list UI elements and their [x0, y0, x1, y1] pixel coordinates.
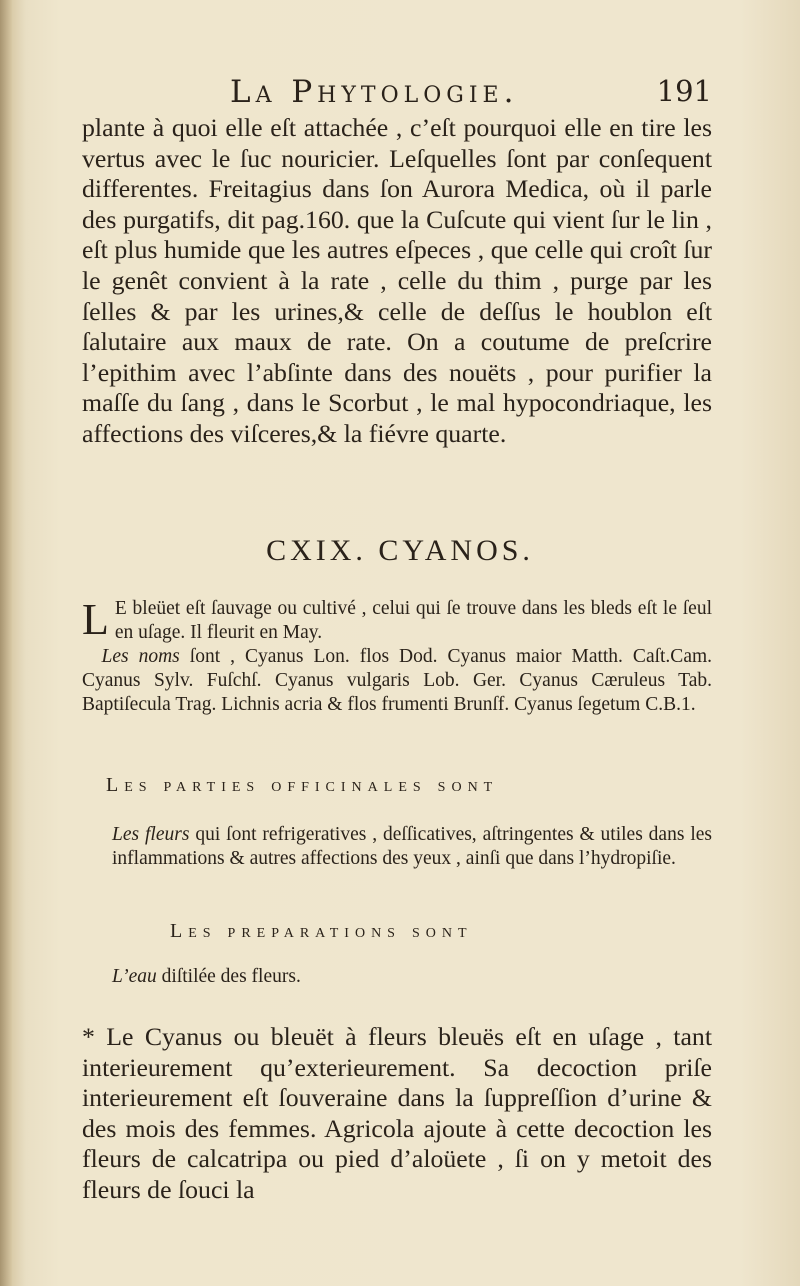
description-text: E bleüet eſt ſauvage ou cultivé , celui qui ſe trouve dans les bleds eſt le ſeul en uſage. Il fleurit en May.: [114, 598, 712, 643]
paragraph-cuscute: plante à quoi elle eſt attachée , c’eſt pourquoi elle en tire les vertus avec le ſuc nouricier. Leſquelles ſont par conſequent differentes. Freitagius dans ſon Aurora Medica, où il parle des purgatifs, dit pag.160. que la Cuſcute qui vient ſur le lin , eſt plus humide que les autres eſpeces , que celle qui croît ſur le genêt convient à la rate , celle du thim , purge par les ſelles & par les urines,& celle de deſſus le houblon eſt ſalutaire aux maux de rate. On a coutume de preſcrire l’epithim avec l’abſinte dans des nouëts , pour purifier la maſſe du ſang , dans le Scorbut , le mal hypocondriaque, les affections des viſceres,& la fiévre quarte.: [82, 113, 712, 448]
names-label: Les noms: [101, 646, 180, 667]
paragraph-flowers: [112, 823, 712, 871]
paragraph-cyanus-use: * Le Cyanus ou bleuët à fleurs bleuës eſt en uſage , tant interieurement qu’exterieurement. Sa decoction priſe interieurement eſt ſouveraine dans la ſuppreſſion d’urine & des mois des femmes. Agricola ajoute à cette decoction les fleurs de calcatripa ou pied d’aloüete , ſi on y metoit des fleurs de ſouci la: [82, 1022, 712, 1204]
running-title: La Phytologie.: [230, 74, 519, 110]
page-gutter: [0, 0, 12, 1286]
section-title: CXIX. CYANOS.: [266, 534, 534, 567]
paragraph-water: [112, 965, 742, 989]
water-text: diſtilée des fleurs.: [161, 966, 301, 987]
page-header: [230, 74, 712, 114]
heading-officinal-parts: Les parties officinales sont: [106, 774, 499, 796]
drop-cap: L: [82, 595, 109, 644]
heading-preparations: Les preparations sont: [170, 920, 473, 942]
flowers-text: qui ſont refrigeratives , deſſicatives, aſtringentes & utiles dans les inflammations & autres affections des yeux , ainſi que dans l’hydropiſie.: [112, 824, 712, 869]
flowers-label: Les fleurs: [112, 824, 190, 845]
water-label: L’eau: [112, 966, 157, 987]
page-number: 191: [656, 74, 712, 108]
names-text: ſont , Cyanus Lon. flos Dod. Cyanus maior Matth. Caſt.Cam. Cyanus Sylv. Fuſchſ. Cyanus vulgaris Lob. Ger. Cyanus Cæruleus Tab. Baptiſecula Trag. Lichnis acria & flos frumenti Brunſf. Cyanus ſegetum C.B.1.: [82, 646, 713, 715]
paragraph-description: [82, 597, 712, 717]
